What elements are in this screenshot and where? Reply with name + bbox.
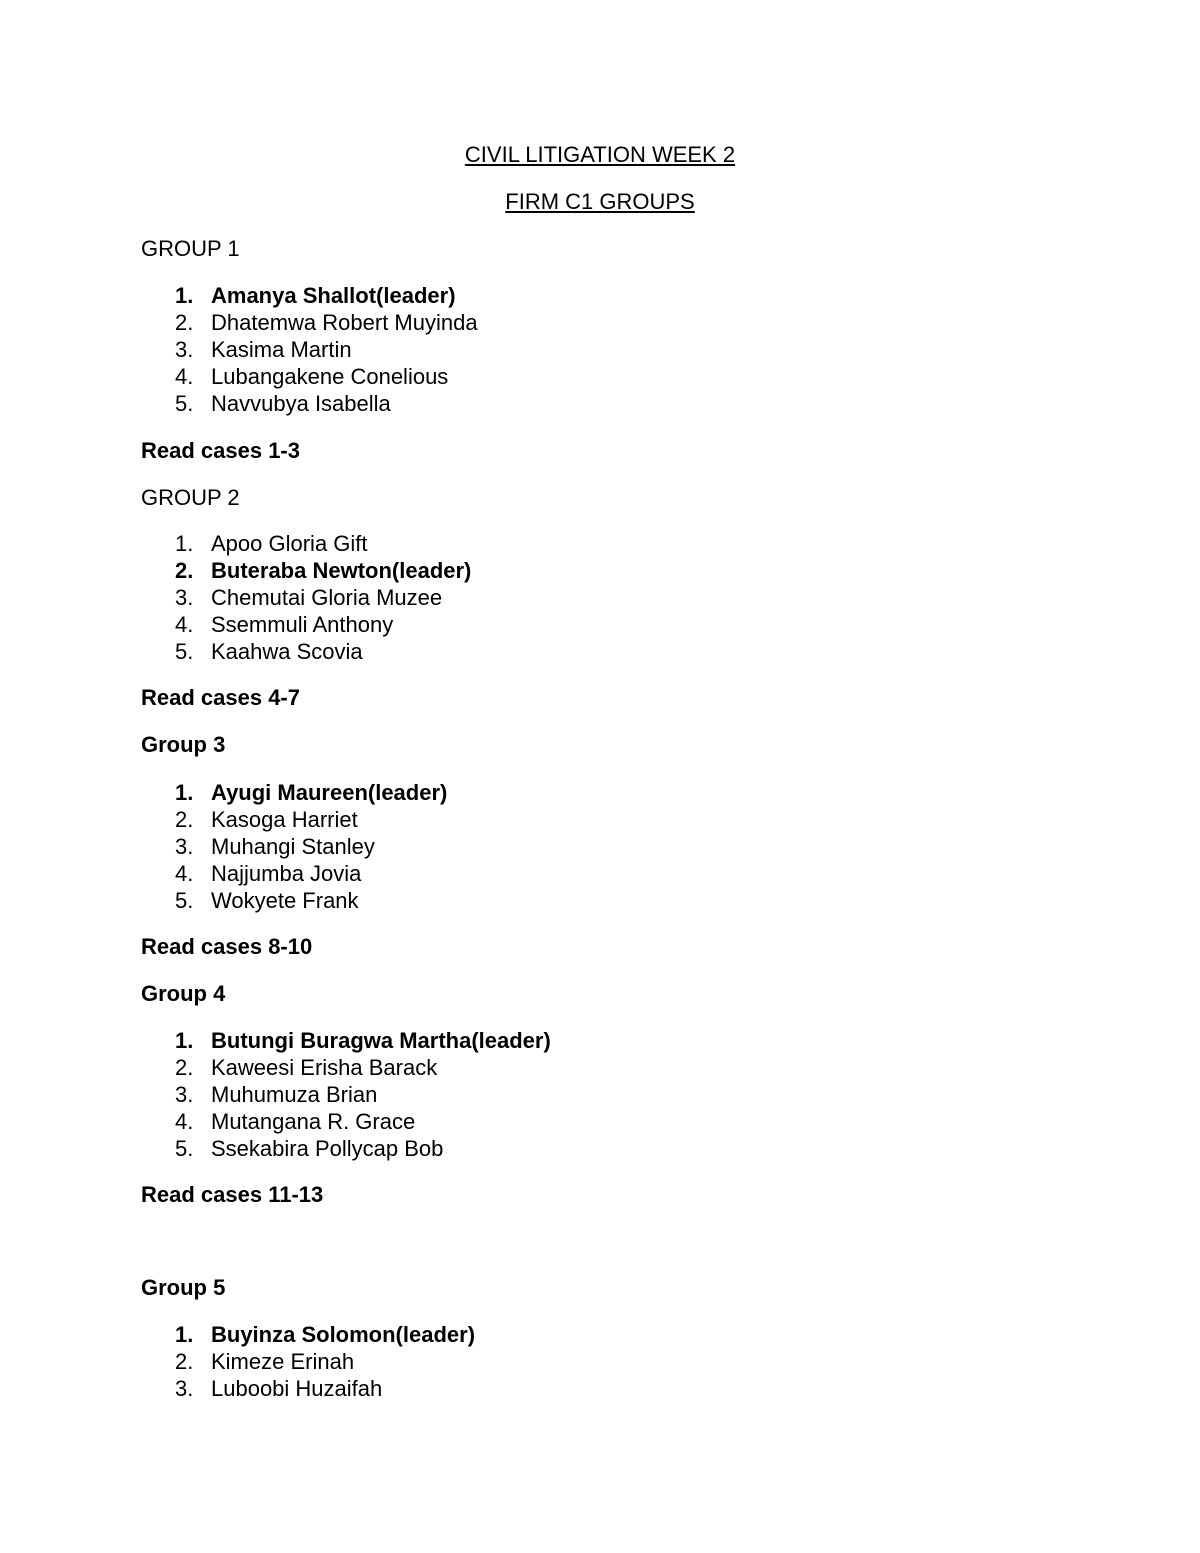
group-2-heading: GROUP 2 [141, 485, 240, 510]
group-4-heading: Group 4 [141, 981, 226, 1006]
group-3-heading: Group 3 [141, 732, 226, 757]
group-4-reading: Read cases 11-13 [141, 1182, 324, 1207]
document-page: CIVIL LITIGATION WEEK 2 FIRM C1 GROUPS GROUP 1 1. Amanya Shallot(leader) 2. Dhatemwa Robert Muyinda 3. Kasima Martin 4. Lubangakene Conelious 5. Navvubya Isabella Read cases 1-3 GROUP 2 1. Apoo Gloria Gift 2. Buteraba Newton(leader) 3. Chemutai Gloria Muzee 4. Ssemmuli Anthony 5. Kaahwa Scovia Read cases 4-7 Group 3 1. Ayugi Maureen(leader) 2. Kasoga Harriet 3. Muhangi Stanley 4. Najjumba Jovia 5. Wokyete Frank Read cases 8-10 Group 4 1. Butungi Buragwa Martha(leader) 2. Kaweesi Erisha Barack 3. Muhumuza Brian 4. Mutangana R. Grace 5. Ssekabira Pollycap Bob Read cases 11-13 Group 5 1. Buyinza Solomon(leader) 2. Kimeze Erinah 3. Luboobi Huzaifah [0, 0, 1200, 1553]
group-3-reading: Read cases 8-10 [141, 934, 313, 959]
group-2-reading: Read cases 4-7 [141, 685, 300, 710]
document-subtitle: FIRM C1 GROUPS [505, 189, 695, 214]
group-5-heading: Group 5 [141, 1275, 226, 1300]
group-1-reading: Read cases 1-3 [141, 438, 300, 463]
group-1-heading: GROUP 1 [141, 236, 240, 261]
document-title: CIVIL LITIGATION WEEK 2 [464, 142, 736, 167]
